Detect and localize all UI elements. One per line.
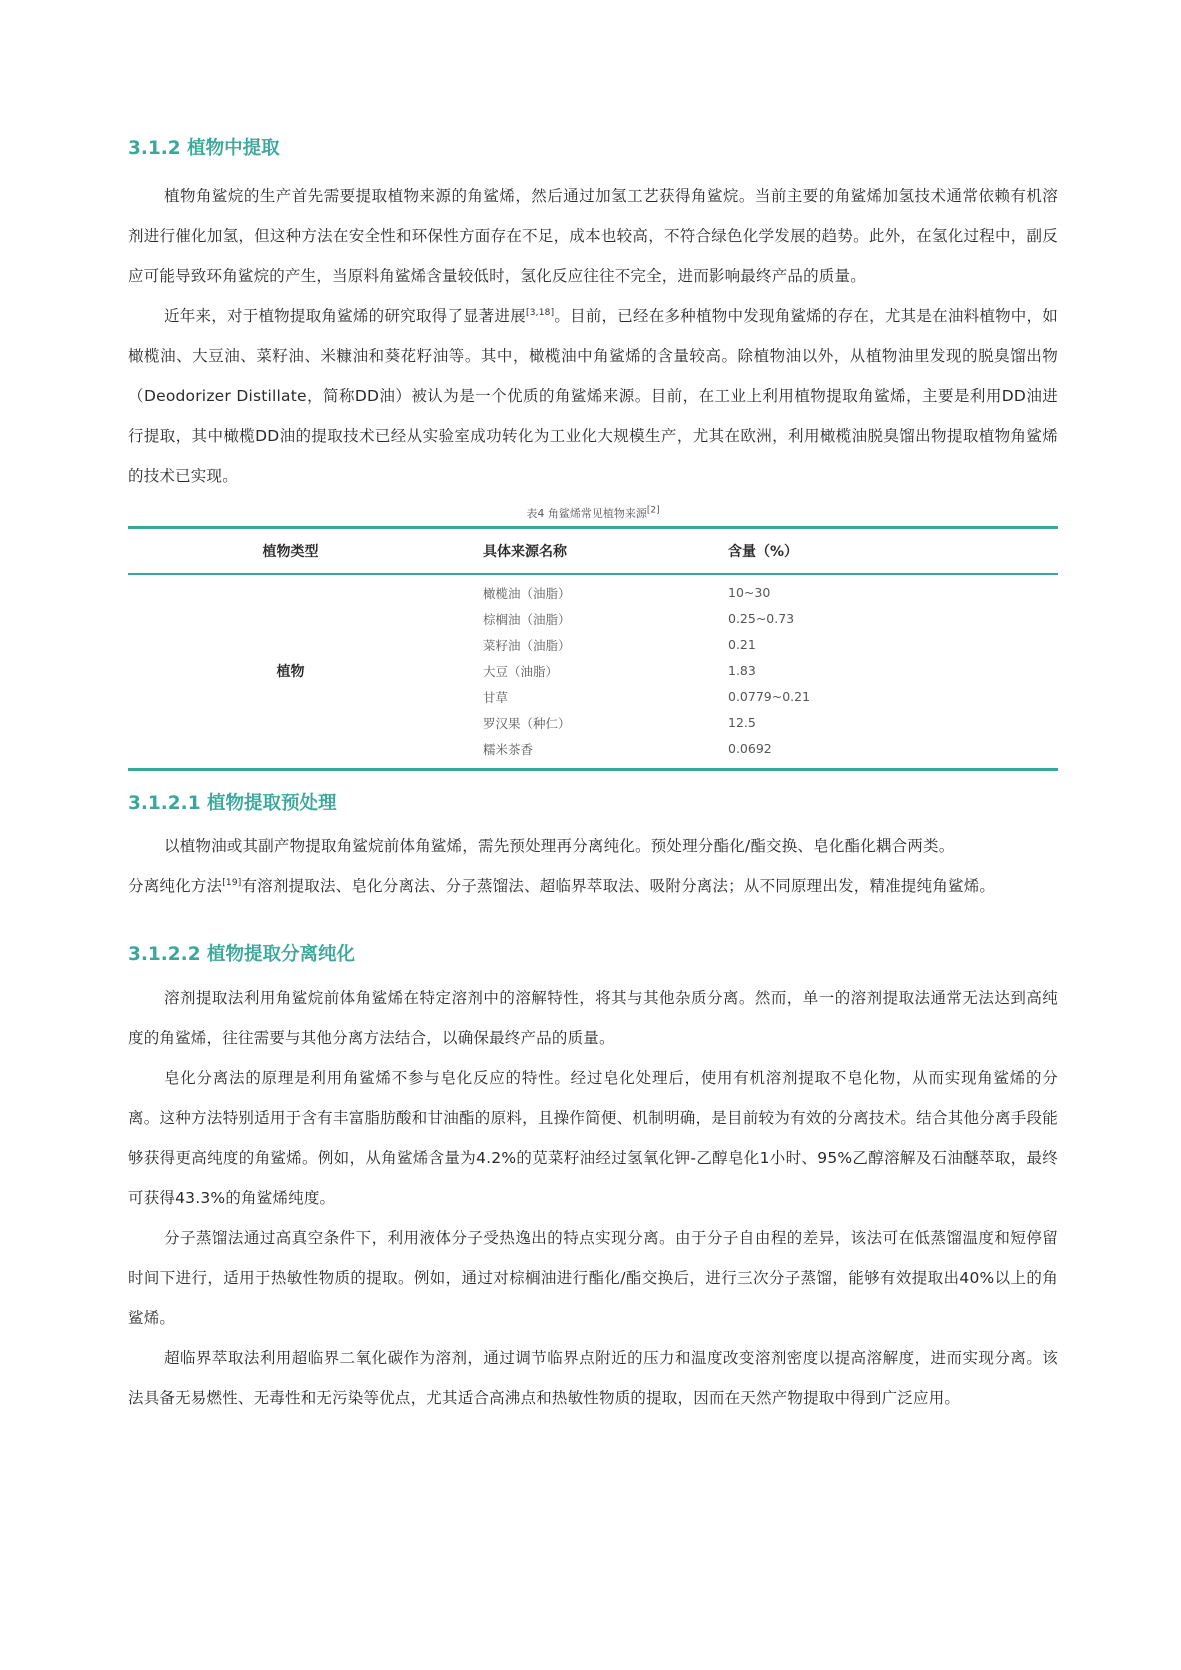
content-cell: 1.83: [728, 663, 756, 678]
paragraph-text: 有溶剂提取法、皂化分离法、分子蒸馏法、超临界萃取法、吸附分离法；从不同原理出发，精准提纯角鲨烯。: [241, 877, 996, 895]
source-cell: 甘草: [483, 689, 509, 705]
table-caption-text: 表4 角鲨烯常见植物来源: [526, 506, 647, 520]
citation-ref[interactable]: [3,18]: [526, 307, 555, 318]
paragraph: 以植物油或其副产物提取角鲨烷前体角鲨烯，需先预处理再分离纯化。预处理分酯化/酯交换、皂化酯化耦合两类。: [164, 837, 955, 855]
content-cell: 0.0779~0.21: [728, 689, 811, 704]
content-cell: 0.0692: [728, 741, 772, 756]
paragraph: 分子蒸馏法通过高真空条件下，利用液体分子受热逸出的特点实现分离。由于分子自由程的差异，该法可在低蒸馏温度和短停留时间下进行，适用于热敏性物质的提取。例如，通过对棕榈油进行酯化/酯交换后，进行三次分子蒸馏，能够有效提取出40%以上的角鲨烯。: [128, 1228, 1058, 1327]
source-cell: 糯米茶香: [483, 741, 534, 757]
content-cell: 12.5: [728, 715, 756, 730]
paragraph: [128, 866, 1058, 906]
citation-ref[interactable]: [2]: [646, 504, 660, 515]
citation-ref[interactable]: [19]: [222, 877, 242, 888]
paragraph: 溶剂提取法利用角鲨烷前体角鲨烯在特定溶剂中的溶解特性，将其与其他杂质分离。然而，单一的溶剂提取法通常无法达到高纯度的角鲨烯，往往需要与其他分离方法结合，以确保最终产品的质量。: [128, 988, 1058, 1047]
column-header: 植物类型: [128, 527, 483, 574]
section-heading-3-1-2: 3.1.2 植物中提取: [128, 138, 280, 159]
category-cell: 植物: [276, 663, 305, 680]
content-cell: 0.21: [728, 637, 756, 652]
paragraph-text: 。目前，已经在多种植物中发现角鲨烯的存在，尤其是在油料植物中，如橄榄油、大豆油、菜籽油、米糠油和葵花籽油等。其中，橄榄油中角鲨烯的含量较高。除植物油以外，从植物油里发现的脱臭馏出物（Deodorizer Distillate，简称DD油）被认为是一个优质的角鲨烯来源。目前，在工业上利用植物提取角鲨烯，主要是利用DD油进行提取，其中橄榄DD油的提取技术已经从实验室成功转化为工业化大规模生产，尤其在欧洲，利用橄榄油脱臭馏出物提取植物角鲨烯的技术已实现。: [128, 306, 1058, 485]
column-header: 含量（%）: [728, 527, 1058, 574]
paragraph-text: 近年来，对于植物提取角鲨烯的研究取得了显著进展: [164, 306, 527, 325]
section-heading-3-1-2-2: 3.1.2.2 植物提取分离纯化: [128, 944, 356, 965]
source-cell: 菜籽油（油脂）: [483, 637, 571, 653]
paragraph-text: 分离纯化方法: [128, 877, 223, 895]
paragraph: 皂化分离法的原理是利用角鲨烯不参与皂化反应的特性。经过皂化处理后，使用有机溶剂提取不皂化物，从而实现角鲨烯的分离。这种方法特别适用于含有丰富脂肪酸和甘油酯的原料，且操作简便、机制明确，是目前较为有效的分离技术。结合其他分离手段能够获得更高纯度的角鲨烯。例如，从角鲨烯含量为4.2%的苋菜籽油经过氢氧化钾-乙醇皂化1小时、95%乙醇溶解及石油醚萃取，最终可获得43.3%的角鲨烯纯度。: [128, 1068, 1058, 1207]
column-header: 具体来源名称: [483, 527, 728, 574]
paragraph: 植物角鲨烷的生产首先需要提取植物来源的角鲨烯，然后通过加氢工艺获得角鲨烷。当前主要的角鲨烯加氢技术通常依赖有机溶剂进行催化加氢，但这种方法在安全性和环保性方面存在不足，成本也较高，不符合绿色化学发展的趋势。此外，在氢化过程中，副反应可能导致环角鲨烷的产生，当原料角鲨烯含量较低时，氢化反应往往不完全，进而影响最终产品的质量。: [128, 186, 1058, 285]
data-table: [128, 526, 1058, 771]
table-header-row: [128, 527, 1058, 574]
table-caption: [128, 502, 1058, 526]
document-page: [128, 140, 1058, 1418]
source-cell: 棕榈油（油脂）: [483, 611, 571, 627]
paragraph: [128, 296, 1058, 496]
section-heading-3-1-2-1: 3.1.2.1 植物提取预处理: [128, 792, 337, 814]
content-cell: 0.25~0.73: [728, 611, 795, 626]
table-row: [128, 580, 1058, 606]
source-cell: 橄榄油（油脂）: [483, 585, 571, 601]
content-cell: 10~30: [728, 585, 771, 600]
source-cell: 大豆（油脂）: [483, 663, 559, 679]
paragraph: 超临界萃取法利用超临界二氧化碳作为溶剂，通过调节临界点附近的压力和温度改变溶剂密度以提高溶解度，进而实现分离。该法具备无易燃性、无毒性和无污染等优点，尤其适合高沸点和热敏性物质的提取，因而在天然产物提取中得到广泛应用。: [128, 1348, 1058, 1407]
source-cell: 罗汉果（种仁）: [483, 715, 571, 731]
